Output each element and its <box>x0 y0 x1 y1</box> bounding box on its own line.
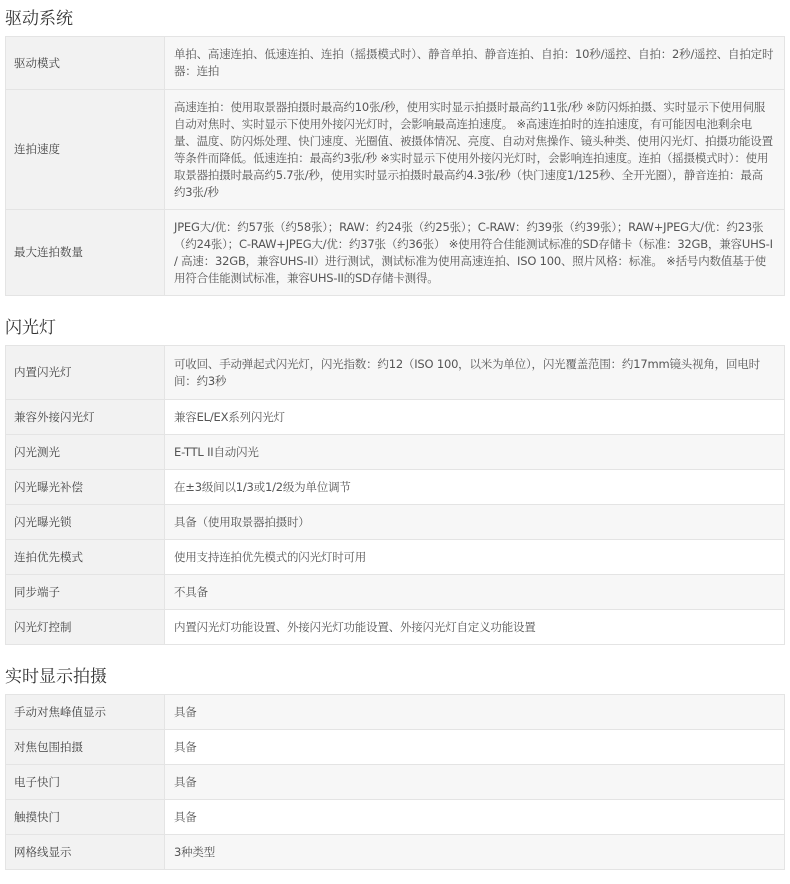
table-row <box>6 470 785 505</box>
row-label: 网格线显示 <box>6 835 165 870</box>
row-label: 连拍速度 <box>6 90 165 210</box>
row-label: 触摸快门 <box>6 800 165 835</box>
row-value: 内置闪光灯功能设置、外接闪光灯功能设置、外接闪光灯自定义功能设置 <box>165 610 785 645</box>
row-value: 使用支持连拍优先模式的闪光灯时可用 <box>165 540 785 575</box>
row-label: 兼容外接闪光灯 <box>6 400 165 435</box>
row-value: E-TTL II自动闪光 <box>165 435 785 470</box>
table-row <box>6 835 785 870</box>
row-label: 对焦包围拍摄 <box>6 730 165 765</box>
table-row <box>6 800 785 835</box>
row-label: 驱动模式 <box>6 37 165 90</box>
row-value: 在±3级间以1/3或1/2级为单位调节 <box>165 470 785 505</box>
row-label: 闪光曝光补偿 <box>6 470 165 505</box>
table-row <box>6 730 785 765</box>
row-value: 具备 <box>165 800 785 835</box>
table-row <box>6 540 785 575</box>
table-row <box>6 210 785 296</box>
row-value: JPEG大/优：约57张（约58张）；RAW：约24张（约25张）；C-RAW：约39张（约39张）；RAW+JPEG大/优：约23张（约24张）；C-RAW+JPEG大/优：约37张（约36张） ※使用符合佳能测试标准的SD存储卡（标准：32GB，兼容UHS-I / 高速：32GB，兼容UHS-II）进行测试，测试标准为使用高速连拍、ISO 100、照片风格：标准。 ※括号内数值基于使用符合佳能测试标准，兼容UHS-II的SD存储卡测得。 <box>165 210 785 296</box>
section-title-live-view: 实时显示拍摄 <box>5 667 107 687</box>
row-label: 最大连拍数量 <box>6 210 165 296</box>
row-label: 闪光曝光锁 <box>6 505 165 540</box>
table-row <box>6 505 785 540</box>
flash-table <box>5 345 785 645</box>
row-value: 可收回、手动弹起式闪光灯，闪光指数：约12（ISO 100，以米为单位），闪光覆盖范围：约17mm镜头视角，回电时间：约3秒 <box>165 346 785 400</box>
row-value: 高速连拍：使用取景器拍摄时最高约10张/秒，使用实时显示拍摄时最高约11张/秒 ※防闪烁拍摄、实时显示下使用伺服自动对焦时、实时显示下使用外接闪光灯时，会影响最高连拍速度。 ※高速连拍时的连拍速度，有可能因电池剩余电量、温度、防闪烁处理、快门速度、光圈值、被摄体情况、亮度、自动对焦操作、镜头种类、使用闪光灯、拍摄功能设置等条件而降低。低速连拍：最高约3张/秒 ※实时显示下使用外接闪光灯时，会影响连拍速度。连拍（摇摄模式时）：使用取景器拍摄时最高约5.7张/秒，使用实时显示拍摄时最高约4.3张/秒（快门速度1/125秒、全开光圈），静音连拍：最高约3张/秒 <box>165 90 785 210</box>
table-row <box>6 575 785 610</box>
row-value: 3种类型 <box>165 835 785 870</box>
table-row <box>6 765 785 800</box>
row-label: 电子快门 <box>6 765 165 800</box>
row-value: 不具备 <box>165 575 785 610</box>
row-value: 单拍、高速连拍、低速连拍、连拍（摇摄模式时）、静音单拍、静音连拍、自拍：10秒/遥控、自拍：2秒/遥控、自拍定时器：连拍 <box>165 37 785 90</box>
row-value: 具备 <box>165 695 785 730</box>
row-value: 兼容EL/EX系列闪光灯 <box>165 400 785 435</box>
row-value: 具备（使用取景器拍摄时） <box>165 505 785 540</box>
section-title-drive-system: 驱动系统 <box>5 9 73 29</box>
table-row <box>6 695 785 730</box>
row-value: 具备 <box>165 730 785 765</box>
row-label: 闪光灯控制 <box>6 610 165 645</box>
row-label: 手动对焦峰值显示 <box>6 695 165 730</box>
row-label: 连拍优先模式 <box>6 540 165 575</box>
table-row <box>6 37 785 90</box>
table-row <box>6 346 785 400</box>
row-label: 内置闪光灯 <box>6 346 165 400</box>
drive-system-table <box>5 36 785 296</box>
row-value: 具备 <box>165 765 785 800</box>
table-row <box>6 610 785 645</box>
live-view-table <box>5 694 785 870</box>
table-row <box>6 435 785 470</box>
row-label: 闪光测光 <box>6 435 165 470</box>
section-title-flash: 闪光灯 <box>5 318 56 338</box>
table-row <box>6 400 785 435</box>
table-row <box>6 90 785 210</box>
row-label: 同步端子 <box>6 575 165 610</box>
